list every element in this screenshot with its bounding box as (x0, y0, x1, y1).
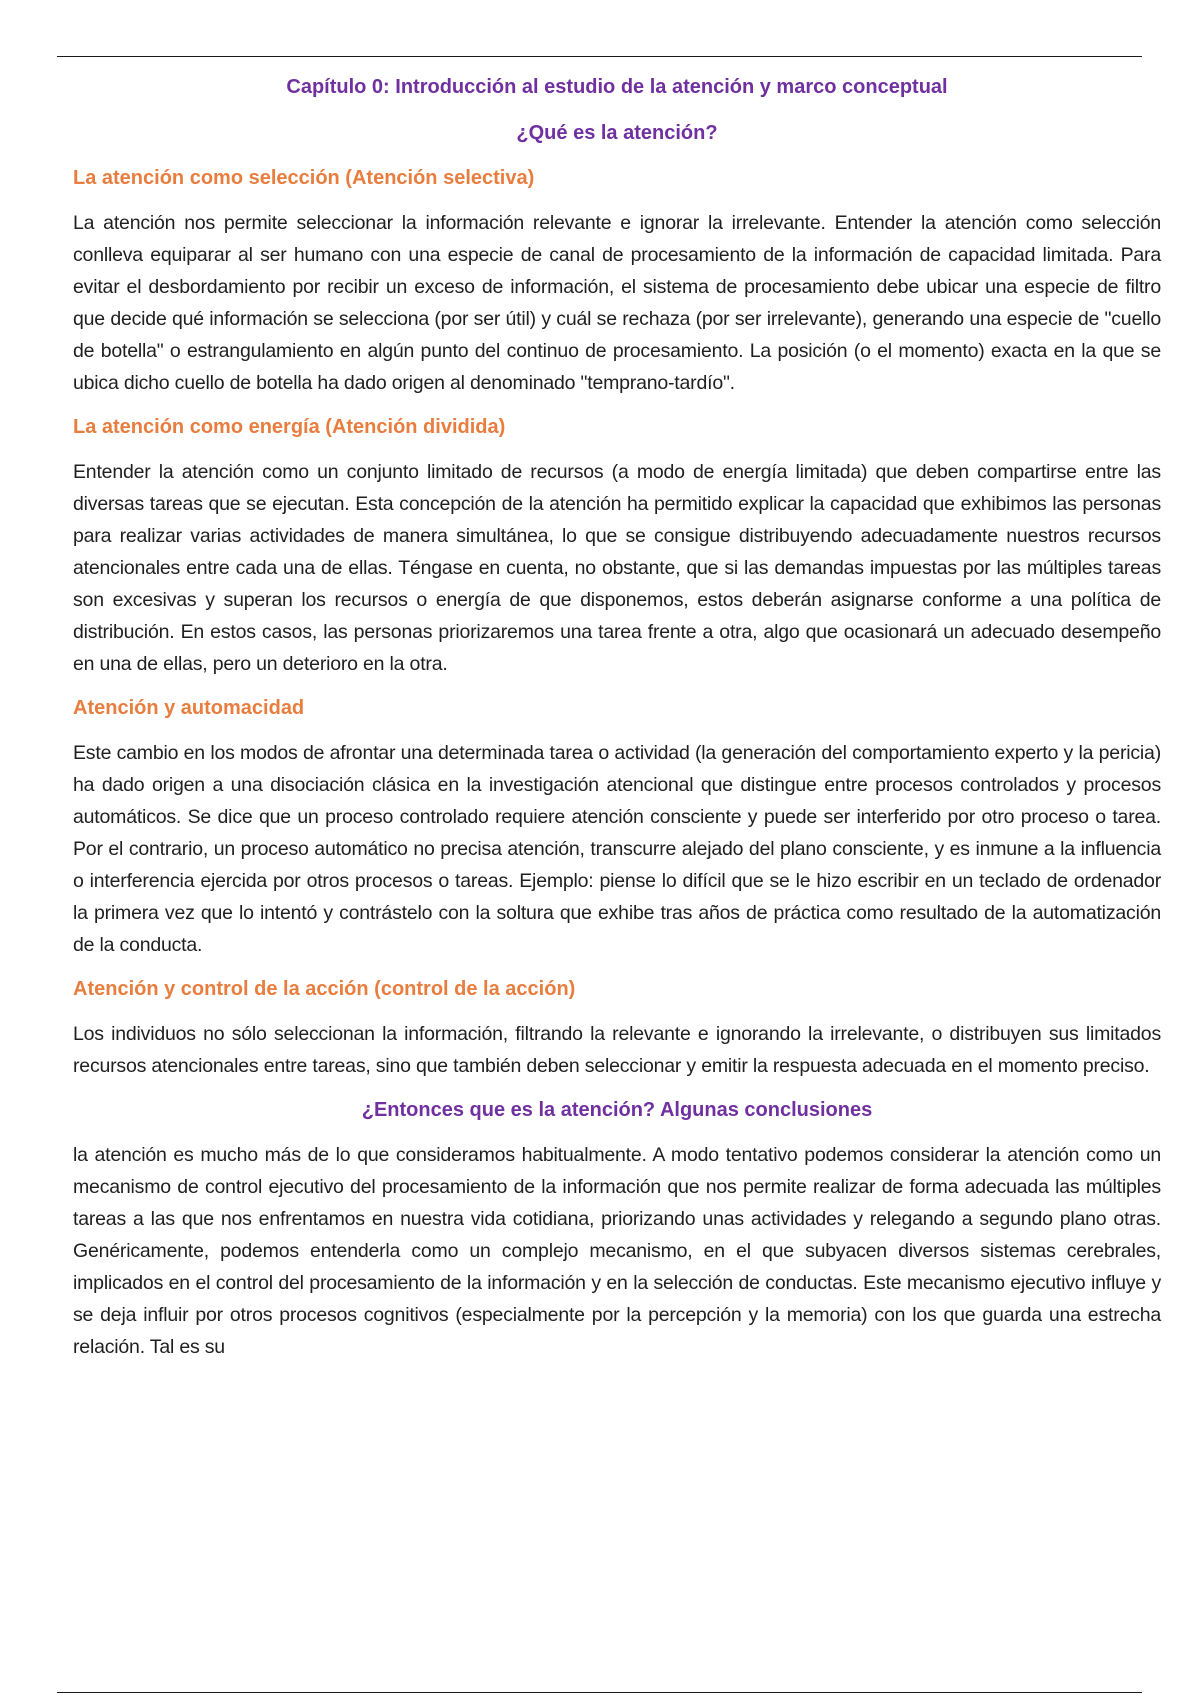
section-paragraph-selective-attention: La atención nos permite seleccionar la información relevante e ignorar la irrelevante. Entender la atención como selección conlleva equiparar al ser humano con una especie de canal de procesamiento de la información de capacidad limitada. Para evitar el desbordamiento por recibir un exceso de información, el sistema de procesamiento debe ubicar una especie de filtro que decide qué información se selecciona (por ser útil) y cuál se rechaza (por ser irrelevante), generando una especie de "cuello de botella" o estrangulamiento en algún punto del continuo de procesamiento. La posición (o el momento) exacta en la que se ubica dicho cuello de botella ha dado origen al denominado "temprano-tardío". (73, 212, 1161, 394)
section-heading-divided-attention: La atención como energía (Atención dividida) (73, 416, 506, 438)
document-body (73, 72, 1161, 1376)
section-heading-selective-attention: La atención como selección (Atención selectiva) (73, 167, 535, 189)
question-title: ¿Qué es la atención? (516, 122, 718, 144)
section-paragraph-divided-attention: Entender la atención como un conjunto limitado de recursos (a modo de energía limitada) que deben compartirse entre las diversas tareas que se ejecutan. Esta concepción de la atención ha permitido explicar la capacidad que exhibimos las personas para realizar varias actividades de manera simultánea, lo que se consigue distribuyendo adecuadamente nuestros recursos atencionales entre cada una de ellas. Téngase en cuenta, no obstante, que si las demandas impuestas por las múltiples tareas son excesivas y superan los recursos o energía de que disponemos, estos deberán asignarse conforme a una política de distribución. En estos casos, las personas priorizaremos una tarea frente a otra, algo que ocasionará un adecuado desempeño en una de ellas, pero un deterioro en la otra. (73, 461, 1161, 675)
bottom-rule (57, 1692, 1142, 1693)
top-rule (57, 56, 1142, 57)
section-heading-automaticity: Atención y automacidad (73, 697, 305, 719)
chapter-title: Capítulo 0: Introducción al estudio de la atención y marco conceptual (286, 76, 948, 98)
conclusion-paragraph: la atención es mucho más de lo que consideramos habitualmente. A modo tentativo podemos considerar la atención como un mecanismo de control ejecutivo del procesamiento de la información que nos permite realizar de forma adecuada las múltiples tareas a las que nos enfrentamos en nuestra vida cotidiana, priorizando unas actividades y relegando a segundo plano otras. Genéricamente, podemos entenderla como un complejo mecanismo, en el que subyacen diversos sistemas cerebrales, implicados en el control del procesamiento de la información y en la selección de conductas. Este mecanismo ejecutivo influye y se deja influir por otros procesos cognitivos (especialmente por la percepción y la memoria) con los que guarda una estrecha relación. Tal es su (73, 1144, 1161, 1358)
section-paragraph-automaticity: Este cambio en los modos de afrontar una determinada tarea o actividad (la generación del comportamiento experto y la pericia) ha dado origen a una disociación clásica en la investigación atencional que distingue entre procesos controlados y procesos automáticos. Se dice que un proceso controlado requiere atención consciente y puede ser interferido por otro proceso o tarea. Por el contrario, un proceso automático no precisa atención, transcurre alejado del plano consciente, y es inmune a la influencia o interferencia ejercida por otros procesos o tareas. Ejemplo: piense lo difícil que se le hizo escribir en un teclado de ordenador la primera vez que lo intentó y contrástelo con la soltura que exhibe tras años de práctica como resultado de la automatización de la conducta. (73, 742, 1161, 956)
section-heading-action-control: Atención y control de la acción (control de la acción) (73, 978, 576, 1000)
conclusion-title: ¿Entonces que es la atención? Algunas conclusiones (361, 1099, 873, 1121)
section-paragraph-action-control: Los individuos no sólo seleccionan la información, filtrando la relevante e ignorando la irrelevante, o distribuyen sus limitados recursos atencionales entre tareas, sino que también deben seleccionar y emitir la respuesta adecuada en el momento preciso. (73, 1023, 1161, 1077)
